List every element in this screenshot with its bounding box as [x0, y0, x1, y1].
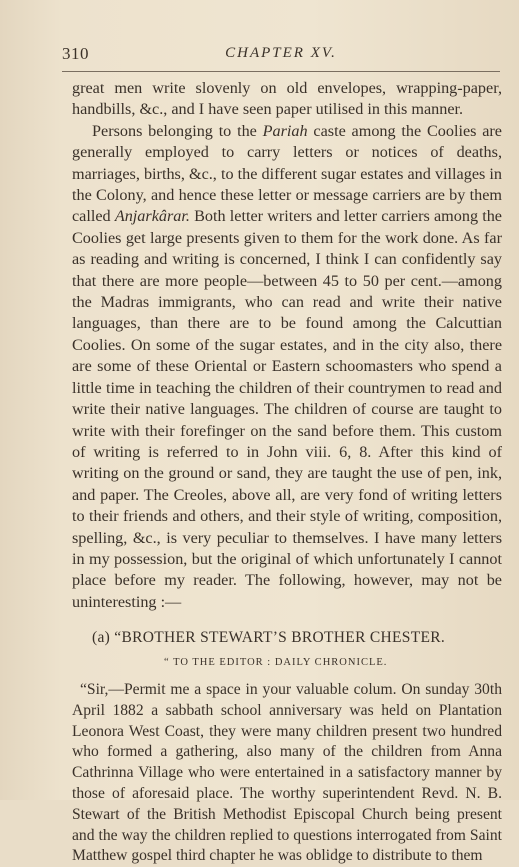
letter-body: “Sir,—Permit me a space in your valuable colum. On sunday 30th April 1882 a sabbath school anniversary was held on Plantation Leonora West Coast, they were many children present two hundred who formed a gathering, also many of the children from Anna Cathrinna Village who were entertained in a satisfactory manner by those of aforesaid place. The worthy superintendent Revd. N. B. Stewart of the British Methodist Episcopal Church being present and the way the children replied to questions interrogated from Saint Matthew gospel third chapter he was oblidge to distribute to them — [72, 680, 502, 865]
header-rule — [62, 71, 500, 72]
letter-heading: (a) “BROTHER STEWART’S BROTHER CHESTER. — [92, 629, 446, 647]
paragraph-1: great men write slovenly on old envelopes, wrapping-paper, handbills, &c., and I have seen paper utilised in this manner. — [72, 79, 502, 119]
paragraph-2-italic-anjarkarar: Anjarkârar. — [114, 207, 190, 226]
paragraph-2-text-b: caste among the Coolies are generally employed to carry letters or notices of deaths, marriages, births, &c., to the different sugar estates and villages in the Colony, and hence these letter or message carriers are by them called — [72, 121, 502, 226]
paragraph-2-italic-pariah: Pariah — [262, 121, 308, 140]
body-text — [72, 78, 502, 867]
running-head: CHAPTER XV. — [225, 45, 337, 61]
paragraph-2-text-a: Persons belonging to the — [92, 121, 263, 140]
paragraph-2 — [72, 121, 502, 613]
paragraph-2-text-c: Both letter writers and letter carriers among the Coolies get large presents given to them for the work done. As far as reading and writing is concerned, I think I can confidently say that there are more people—between 45 to 50 per cent.—among the Madras immigrants, who can read and write their native languages, than there are to be found among the Calcuttian Coolies. On some of the sugar estates, and in the city also, there are some of these Oriental or Eastern schoomasters who spend a little time in teaching the children of their countrymen to read and write their native languages. The children of course are taught to write with their forefinger on the sand before them. This custom of writing is referred to in John viii. 6, 8. After this kind of writing on the ground or sand, they are taught the use of pen, ink, and paper. The Creoles, above all, are very fond of writing letters to their friends and others, and their style of writing, composition, spelling, &c., is very peculiar to themselves. I have many letters in my possession, but the original of which unfortunately I cannot place before my reader. The following, however, may not be uninteresting :— — [72, 207, 502, 611]
letter-subheading: “ TO THE EDITOR : DAILY CHRONICLE. — [164, 656, 388, 668]
page-number: 310 — [62, 44, 89, 63]
page-header — [62, 44, 500, 66]
